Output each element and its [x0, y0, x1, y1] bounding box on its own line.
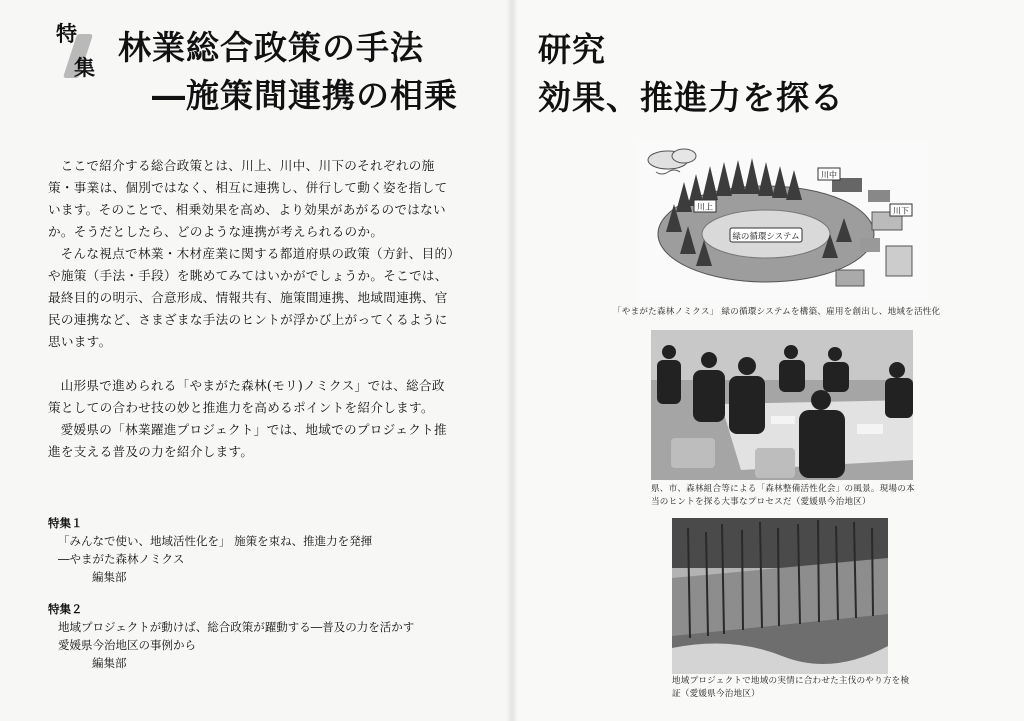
- meeting-photo-illustration: [651, 330, 913, 480]
- feature-title: 地域プロジェクトが動けば、総合政策が躍動する―普及の力を活かす: [58, 620, 415, 634]
- right-title-line-1: 研究: [538, 30, 606, 69]
- intro-paragraph: 愛媛県の「林業躍進プロジェクト」では、地域でのプロジェクト推進を支える普及の力を紹介します。: [48, 422, 447, 459]
- diagram-center-label: 緑の循環システム: [732, 232, 800, 242]
- feature-tag: [52, 14, 112, 86]
- feature-label: 特集２: [48, 602, 83, 616]
- intro-paragraph: 山形県で進められる「やまがた森林(モリ)ノミクス」では、総合政策としての合わせ技の妙と推進力を高めるポイントを紹介します。: [48, 378, 445, 415]
- feature-subtitle: 愛媛県今治地区の事例から: [58, 638, 196, 652]
- right-title: [538, 26, 918, 122]
- intro-paragraph: そんな視点で林業・木材産業に関する都道府県の政策（方針、目的）や施策（手法・手段）を眺めてみてはいかがでしょうか。そこでは、最終目的の明示、合意形成、情報共有、施策間連携、地域間連携、官民の連携など、さまざまな手法のヒントが浮かび上がってくるように思います。: [48, 246, 454, 349]
- cycle-diagram-illustration: [636, 142, 928, 302]
- forest-caption: 地域プロジェクトで地域の実情に合わせた主伐のやり方を検証（愛媛県今治地区）: [672, 676, 910, 699]
- green-cycle-diagram: [636, 142, 928, 302]
- feature-label: 特集１: [48, 516, 83, 530]
- page-gutter: [506, 0, 518, 721]
- meeting-caption: 県、市、森林組合等による「森林整備活性化会」の風景。現場の本当のヒントを探る大事なプロセスだ（愛媛県今治地区）: [651, 484, 915, 507]
- feature-title: 「みんなで使い、地域活性化を」 施策を束ね、推進力を発揮: [58, 534, 373, 548]
- tag-char-1: 特: [56, 22, 77, 46]
- feature-item-2: [48, 600, 478, 672]
- diagram-label-midstream: 川中: [821, 170, 837, 180]
- right-title-line-2: 効果、推進力を探る: [538, 78, 844, 117]
- feature-contents: [48, 514, 478, 672]
- diagram-label-downstream: 川下: [893, 206, 909, 216]
- feature-subtitle: ―やまがた森林ノミクス: [58, 552, 185, 566]
- forest-photo: [672, 518, 888, 674]
- feature-item-1: [48, 514, 478, 586]
- diagram-label-upstream: 川上: [697, 202, 713, 212]
- left-title: [118, 24, 498, 120]
- tag-char-2: 集: [74, 56, 95, 80]
- feature-author: 編集部: [92, 656, 127, 670]
- diagram-caption: 「やまがた森林ノミクス」 緑の循環システムを構築、雇用を創出し、地域を活性化: [613, 307, 941, 317]
- intro-paragraph: ここで紹介する総合政策とは、川上、川中、川下のそれぞれの施策・事業は、個別ではなく、相互に連携し、併行して動く姿を指しています。そのことで、相乗効果を高め、より効果があがるのではないか。そうだとしたら、どのような連携が考えられるのか。: [48, 158, 448, 239]
- left-title-line-2: ―施策間連携の相乗: [152, 76, 458, 115]
- intro-text: [48, 155, 456, 463]
- feature-author: 編集部: [92, 570, 127, 584]
- forest-photo-illustration: [672, 518, 888, 674]
- meeting-photo: [651, 330, 913, 480]
- left-title-line-1: 林業総合政策の手法: [118, 28, 424, 67]
